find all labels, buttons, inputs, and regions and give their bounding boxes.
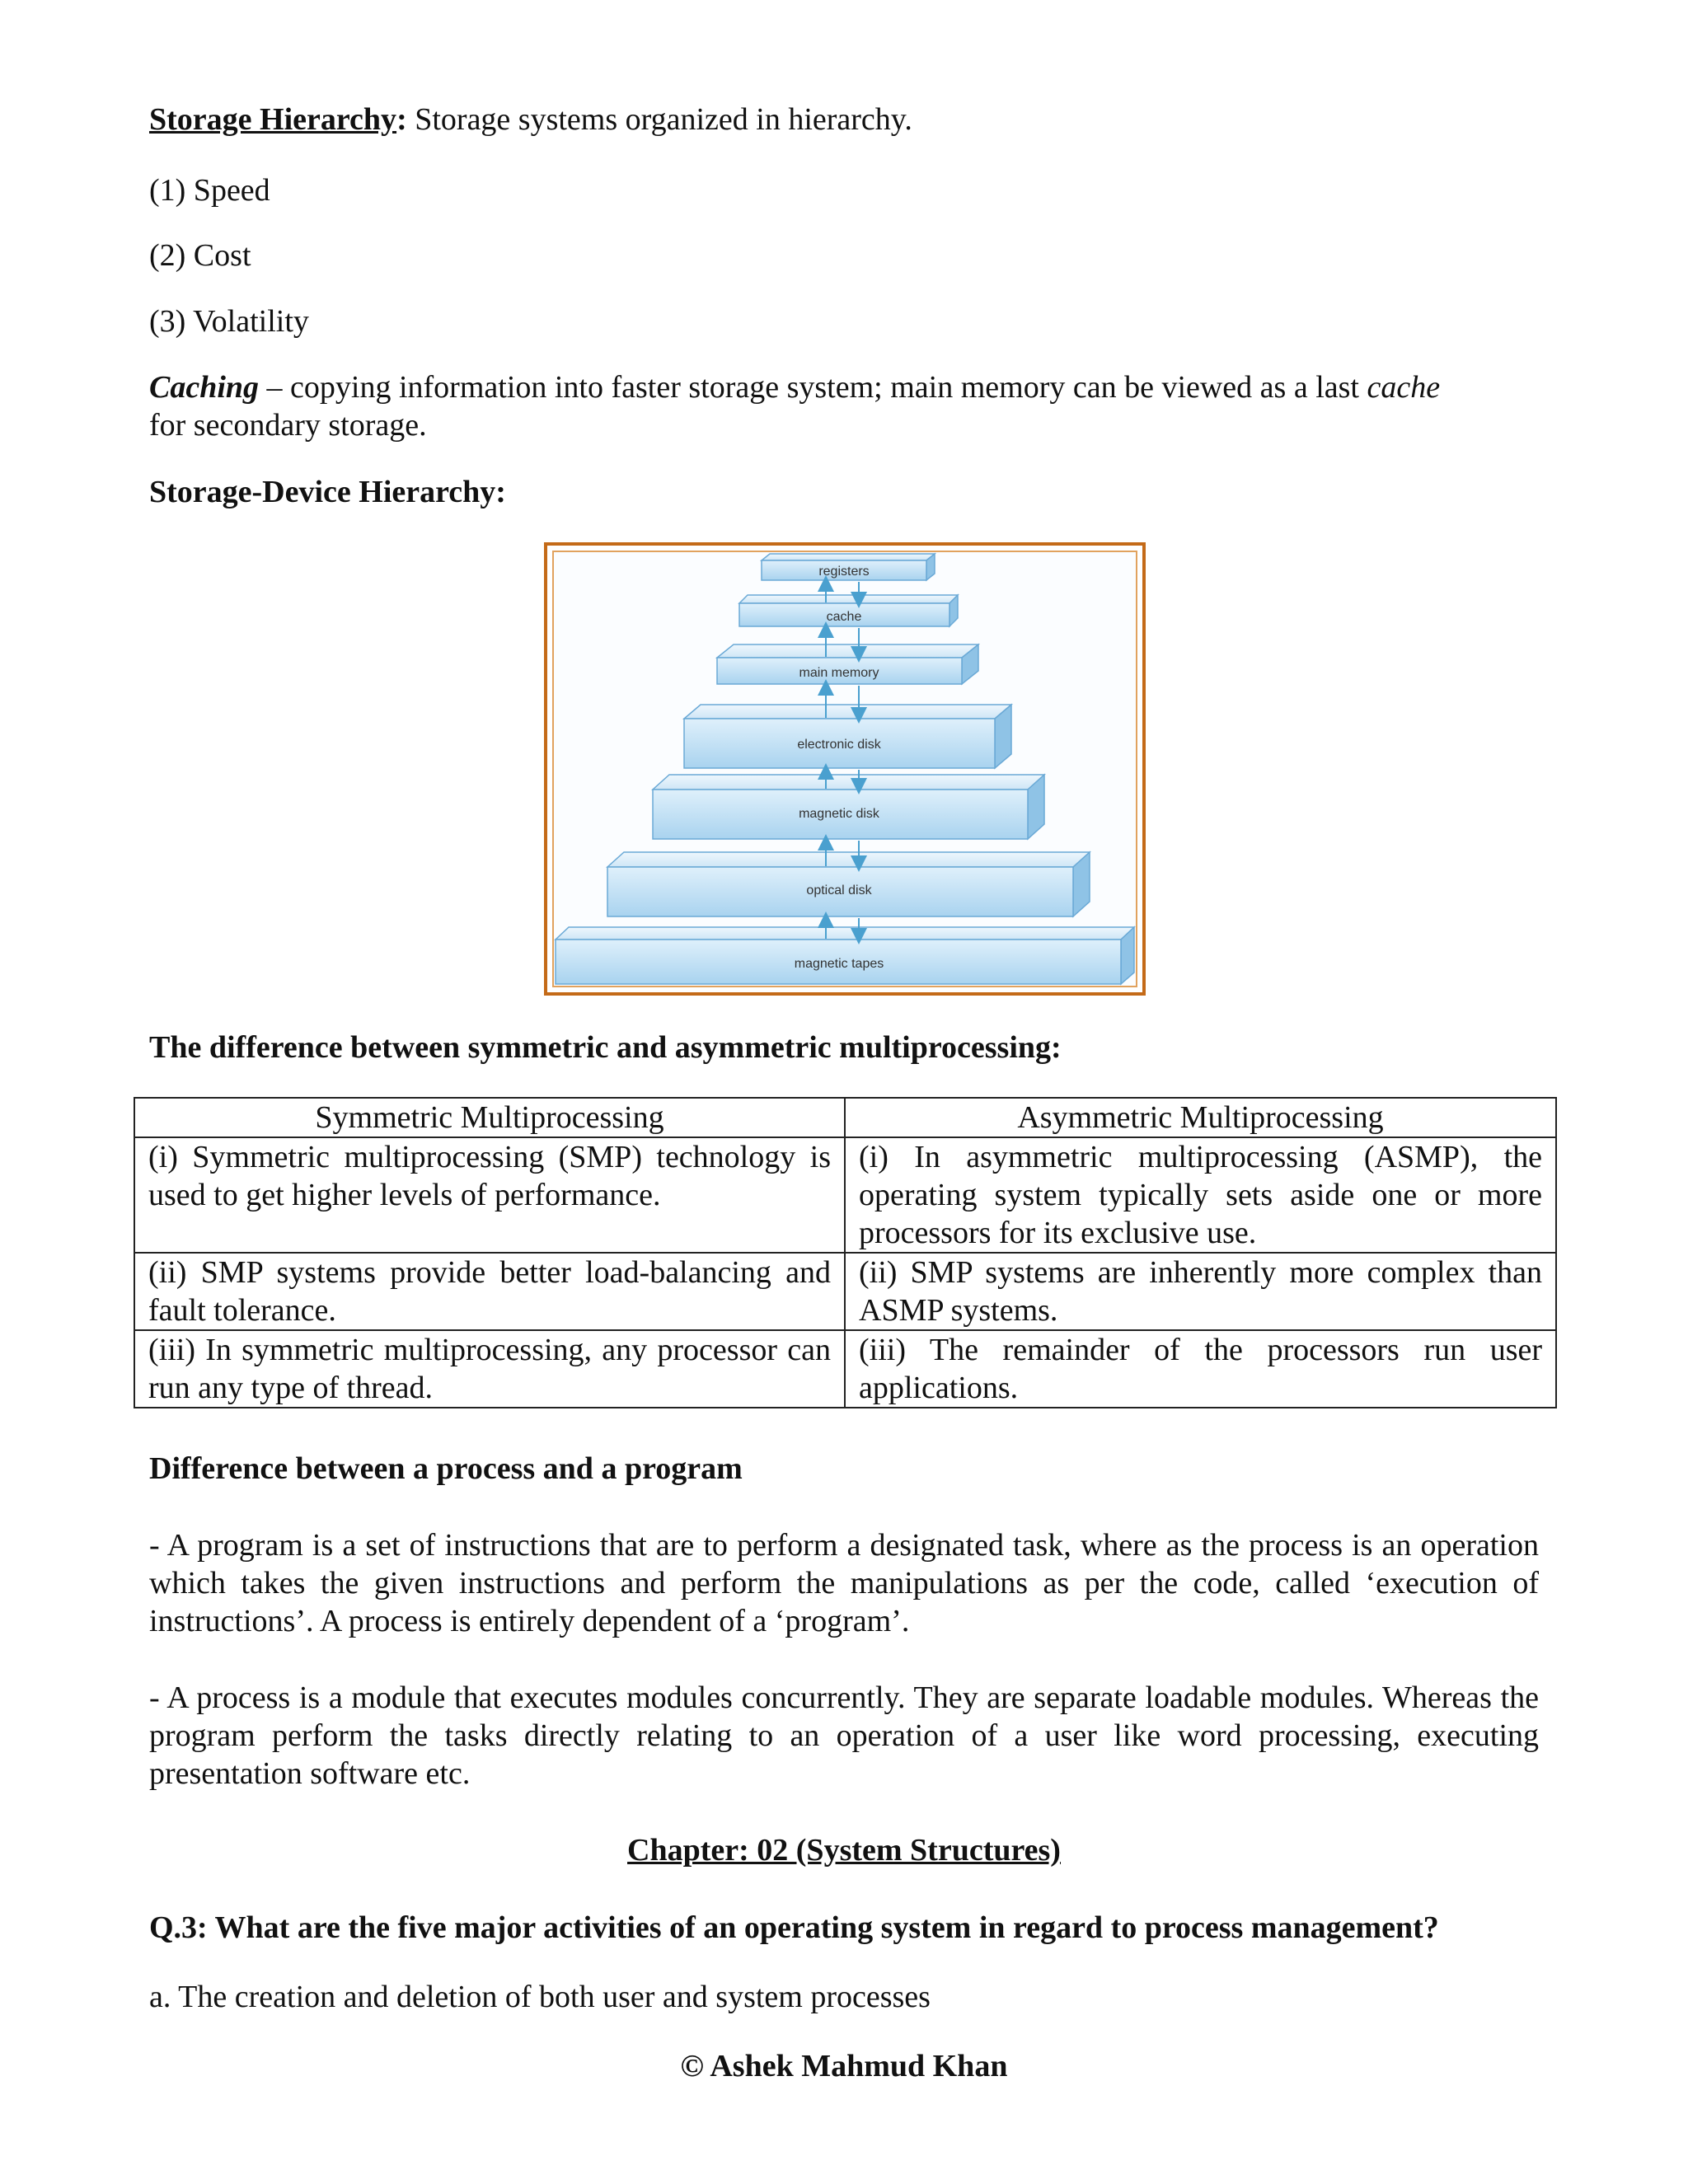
column-header-symmetric: Symmetric Multiprocessing bbox=[134, 1098, 845, 1137]
label-magnetic-tapes: magnetic tapes bbox=[794, 957, 884, 971]
copyright-footer: © Ashek Mahmud Khan bbox=[680, 2049, 1008, 2083]
caching-line1 bbox=[149, 368, 1550, 406]
label-main-memory: main memory bbox=[799, 666, 879, 680]
caching-term: Caching bbox=[149, 370, 260, 405]
storage-hierarchy-figure bbox=[544, 542, 1146, 996]
storage-hierarchy-heading: Storage Hierarchy bbox=[149, 102, 397, 137]
level-main-memory bbox=[717, 644, 978, 684]
multiprocessing-heading: The difference between symmetric and asymmetric multiprocessing: bbox=[149, 1030, 1062, 1065]
level-magnetic-disk bbox=[653, 775, 1044, 839]
label-electronic-disk: electronic disk bbox=[797, 738, 881, 752]
column-header-asymmetric: Asymmetric Multiprocessing bbox=[845, 1098, 1556, 1137]
label-optical-disk: optical disk bbox=[806, 883, 872, 898]
process-program-paragraph-1: - A program is a set of instructions that are to perform a designated task, where as the process is an operation which takes the given instructions and perform the manipulations as per the code, called ‘execution of instructions’. A process is entirely dependent of a ‘program’. bbox=[149, 1528, 1539, 1638]
table-cell-asymmetric: (iii) The remainder of the processors run user applications. bbox=[845, 1330, 1556, 1408]
level-magnetic-tapes bbox=[556, 927, 1134, 984]
label-cache: cache bbox=[826, 610, 862, 624]
table-cell-asymmetric: (i) In asymmetric multiprocessing (ASMP), the operating system typically sets aside one or more processors for its exclusive use. bbox=[845, 1137, 1556, 1253]
caching-cache-word: cache bbox=[1367, 370, 1441, 405]
table-row bbox=[134, 1330, 1556, 1408]
list-item-speed: (1) Speed bbox=[149, 173, 270, 208]
table-cell-symmetric: (ii) SMP systems provide better load-balancing and fault tolerance. bbox=[134, 1253, 845, 1330]
level-electronic-disk bbox=[684, 705, 1011, 768]
level-cache bbox=[739, 595, 958, 626]
label-registers: registers bbox=[818, 565, 870, 579]
device-hierarchy-heading: Storage-Device Hierarchy: bbox=[149, 475, 506, 509]
table-header-row bbox=[134, 1098, 1556, 1137]
list-item-volatility: (3) Volatility bbox=[149, 304, 309, 339]
answer-a: a. The creation and deletion of both user and system processes bbox=[149, 1980, 931, 2014]
question-q3: Q.3: What are the five major activities of an operating system in regard to process management? bbox=[149, 1910, 1439, 1945]
caching-text1: – copying information into faster storage system; main memory can be viewed as a last bbox=[259, 370, 1367, 405]
storage-hierarchy-colon: : bbox=[396, 102, 407, 137]
list-item-cost: (2) Cost bbox=[149, 238, 251, 273]
level-optical-disk bbox=[607, 852, 1090, 916]
table-row bbox=[134, 1137, 1556, 1253]
process-program-paragraph-2: - A process is a module that executes modules concurrently. They are separate loadable modules. Whereas the program perform the tasks directly relating to an operation of a user like word processing, executing presentation software etc. bbox=[149, 1680, 1539, 1791]
table-cell-asymmetric: (ii) SMP systems are inherently more complex than ASMP systems. bbox=[845, 1253, 1556, 1330]
hierarchy-diagram bbox=[554, 552, 1136, 986]
process-program-heading: Difference between a process and a program bbox=[149, 1451, 743, 1486]
storage-hierarchy-line bbox=[149, 101, 1550, 138]
multiprocessing-table bbox=[134, 1097, 1557, 1408]
chapter-title: Chapter: 02 (System Structures) bbox=[627, 1833, 1061, 1868]
level-registers bbox=[762, 554, 935, 580]
label-magnetic-disk: magnetic disk bbox=[799, 807, 879, 821]
caching-line2: for secondary storage. bbox=[149, 408, 427, 443]
figure-inner-border bbox=[552, 551, 1137, 987]
table-row bbox=[134, 1253, 1556, 1330]
table-cell-symmetric: (iii) In symmetric multiprocessing, any processor can run any type of thread. bbox=[134, 1330, 845, 1408]
table-cell-symmetric: (i) Symmetric multiprocessing (SMP) technology is used to get higher levels of performance. bbox=[134, 1137, 845, 1253]
storage-hierarchy-text: Storage systems organized in hierarchy. bbox=[406, 102, 912, 137]
